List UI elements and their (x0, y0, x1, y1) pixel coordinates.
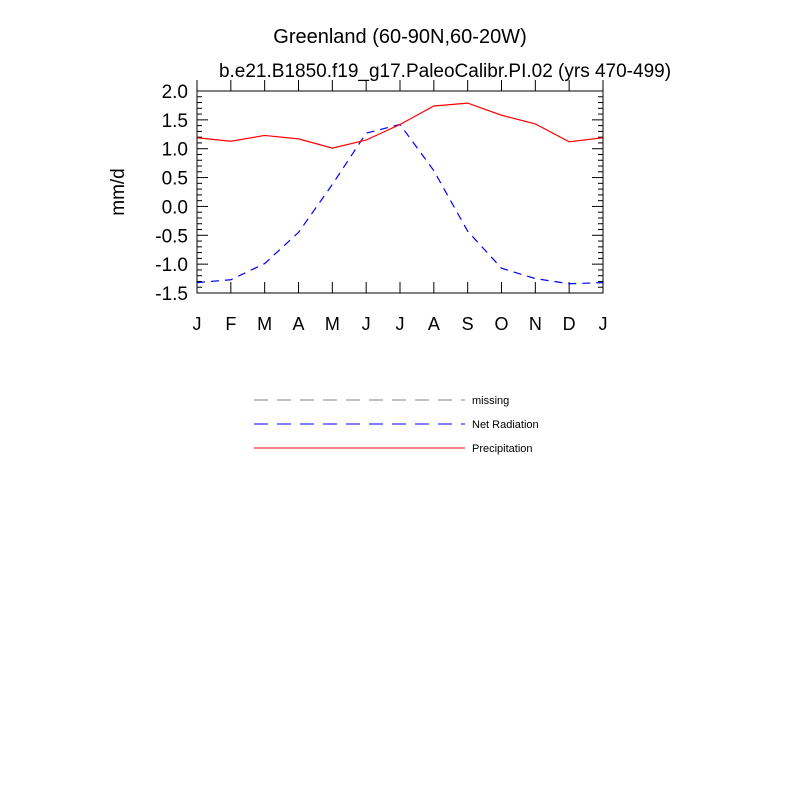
legend-label: Precipitation (472, 443, 533, 455)
y-tick-label: -0.5 (155, 226, 188, 248)
y-tick-labels (155, 82, 188, 305)
y-tick-label: -1.0 (155, 255, 188, 277)
y-tick-label: 2.0 (161, 82, 188, 103)
chart-title: Greenland (60-90N,60-20W) (273, 26, 527, 48)
x-tick-label: M (257, 314, 273, 334)
series-line-precipitation (197, 103, 603, 148)
y-tick-label: 0.5 (161, 168, 188, 190)
y-tick-label: 1.0 (161, 139, 188, 161)
x-tick-label: A (292, 314, 305, 334)
legend-label: missing (472, 395, 510, 407)
legend-label: Net Radiation (472, 419, 539, 431)
x-tick-label: J (395, 314, 405, 334)
x-tick-label: S (461, 314, 474, 334)
series-lines (197, 103, 603, 284)
x-tick-label: J (361, 314, 371, 334)
plot-frame (197, 91, 603, 293)
x-tick-label: D (562, 314, 576, 334)
x-tick-label: M (324, 314, 340, 334)
y-axis-label: mm/d (108, 168, 129, 216)
y-tick-label: 0.0 (161, 197, 188, 219)
y-tick-label: -1.5 (155, 284, 188, 305)
legend (254, 395, 539, 455)
x-tick-label: N (528, 314, 542, 334)
x-tick-label: F (225, 314, 237, 334)
axis-ticks (197, 80, 603, 293)
x-tick-label: J (192, 314, 202, 334)
series-line-net-radiation (197, 124, 603, 283)
y-tick-label: 1.5 (161, 110, 188, 132)
x-tick-label: J (598, 314, 608, 334)
x-tick-labels (193, 314, 608, 334)
chart-subtitle: b.e21.B1850.f19_g17.PaleoCalibr.PI.02 (yrs 470-499) (218, 61, 672, 82)
x-tick-label: O (494, 314, 509, 334)
x-tick-label: A (427, 314, 440, 334)
